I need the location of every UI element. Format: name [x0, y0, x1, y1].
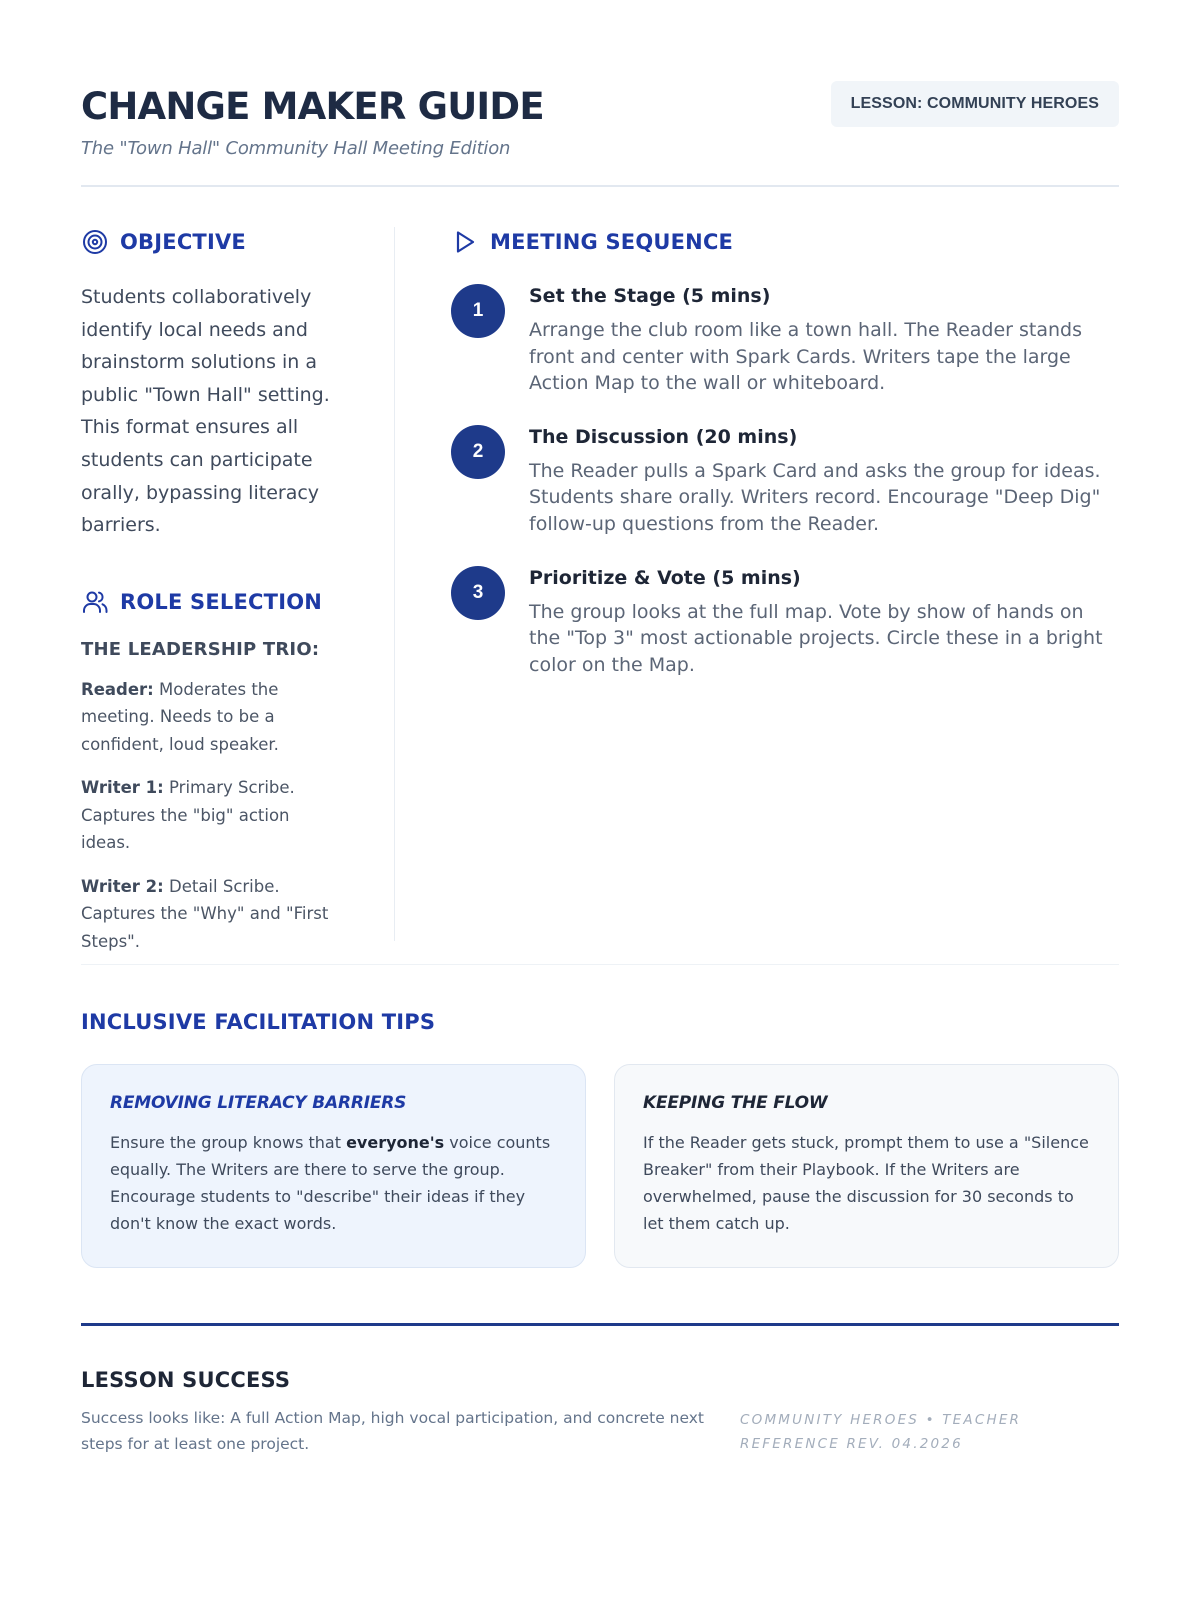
step-title: Prioritize & Vote (5 mins) [529, 566, 801, 589]
step-list [451, 284, 1119, 678]
footer-reference: COMMUNITY HEROES • TEACHER REFERENCE REV. 04.2026 [740, 1412, 1022, 1452]
role-selection-heading-label: ROLE SELECTION [120, 589, 323, 614]
role-description: Detail Scribe. Captures the "Why" and "First Steps". [81, 876, 329, 951]
role-name: Writer 1: [81, 778, 164, 798]
success-heading: LESSON SUCCESS [81, 1368, 291, 1392]
tip-title: KEEPING THE FLOW [643, 1093, 828, 1113]
step-item [451, 284, 1119, 397]
objective-heading-label: OBJECTIVE [120, 230, 246, 254]
column-divider [394, 227, 395, 941]
step-title: The Discussion (20 mins) [529, 425, 798, 448]
tip-text-part: Ensure the group knows that [110, 1133, 347, 1152]
role-name: Reader: [81, 679, 154, 699]
tips-section [81, 1010, 1119, 1268]
step-number-badge: 2 [451, 425, 505, 479]
leadership-trio-label: THE LEADERSHIP TRIO: [81, 638, 320, 660]
right-column [451, 227, 1119, 706]
step-description: The Reader pulls a Spark Card and asks the group for ideas. Students share orally. Writers record. Encourage "Deep Dig" follow-up questions from the Reader. [529, 459, 1101, 535]
tip-text-emphasis: everyone's [346, 1133, 445, 1152]
success-text: Success looks like: A full Action Map, high vocal participation, and concrete next steps for at least one project. [81, 1409, 704, 1453]
page-title: CHANGE MAKER GUIDE [81, 85, 544, 128]
role-description: Moderates the meeting. Needs to be a confident, loud speaker. [81, 679, 279, 754]
tip-title: REMOVING LITERACY BARRIERS [110, 1093, 407, 1113]
step-number-badge: 3 [451, 566, 505, 620]
role-description: Primary Scribe. Captures the "big" action ideas. [81, 778, 295, 853]
objective-heading [81, 227, 341, 257]
step-number-badge: 1 [451, 284, 505, 338]
step-title: Set the Stage (5 mins) [529, 285, 771, 307]
target-icon [81, 229, 108, 256]
role-item-writer-2 [81, 873, 341, 956]
meeting-sequence-heading-label: MEETING SEQUENCE [490, 230, 734, 254]
step-item [451, 425, 1119, 538]
page-subtitle: The "Town Hall" Community Hall Meeting Edition [81, 138, 511, 159]
objective-text: Students collaboratively identify local needs and brainstorm solutions in a public "Town Hall" setting. This format ensures all students can participate orally, bypassing literacy barriers. [81, 286, 330, 537]
left-column [81, 227, 341, 955]
role-item-writer-1 [81, 774, 341, 857]
tip-text-part: voice counts equally. The Writers are there to serve the group. Encourage students to "describe" their ideas if they don't know the exact words. [110, 1133, 551, 1233]
lesson-badge: LESSON: COMMUNITY HEROES [831, 81, 1119, 127]
step-item [451, 566, 1119, 679]
role-name: Writer 2: [81, 876, 164, 896]
tip-text [110, 1129, 557, 1237]
success-row [81, 1406, 1119, 1466]
success-section [81, 1323, 1119, 1466]
meeting-sequence-heading [451, 227, 1119, 257]
step-description: The group looks at the full map. Vote by show of hands on the "Top 3" most actionable projects. Circle these in a bright color on the Map. [529, 600, 1103, 676]
tips-heading: INCLUSIVE FACILITATION TIPS [81, 1010, 436, 1034]
tip-text: If the Reader gets stuck, prompt them to use a "Silence Breaker" from their Playbook. If the Writers are overwhelmed, pause the discussion for 30 seconds to let them catch up. [643, 1133, 1089, 1233]
page-header [81, 0, 1119, 187]
users-icon [81, 588, 108, 615]
tips-grid [81, 1064, 1119, 1268]
role-item-reader [81, 676, 341, 759]
role-selection-heading [81, 587, 341, 617]
step-description: Arrange the club room like a town hall. The Reader stands front and center with Spark Cards. Writers tape the large Action Map to the wall or whiteboard. [529, 319, 1083, 395]
play-icon [451, 229, 478, 256]
tip-card-literacy [81, 1064, 586, 1268]
success-divider [81, 1323, 1119, 1326]
main-columns [81, 187, 1119, 965]
tip-card-flow [614, 1064, 1119, 1268]
